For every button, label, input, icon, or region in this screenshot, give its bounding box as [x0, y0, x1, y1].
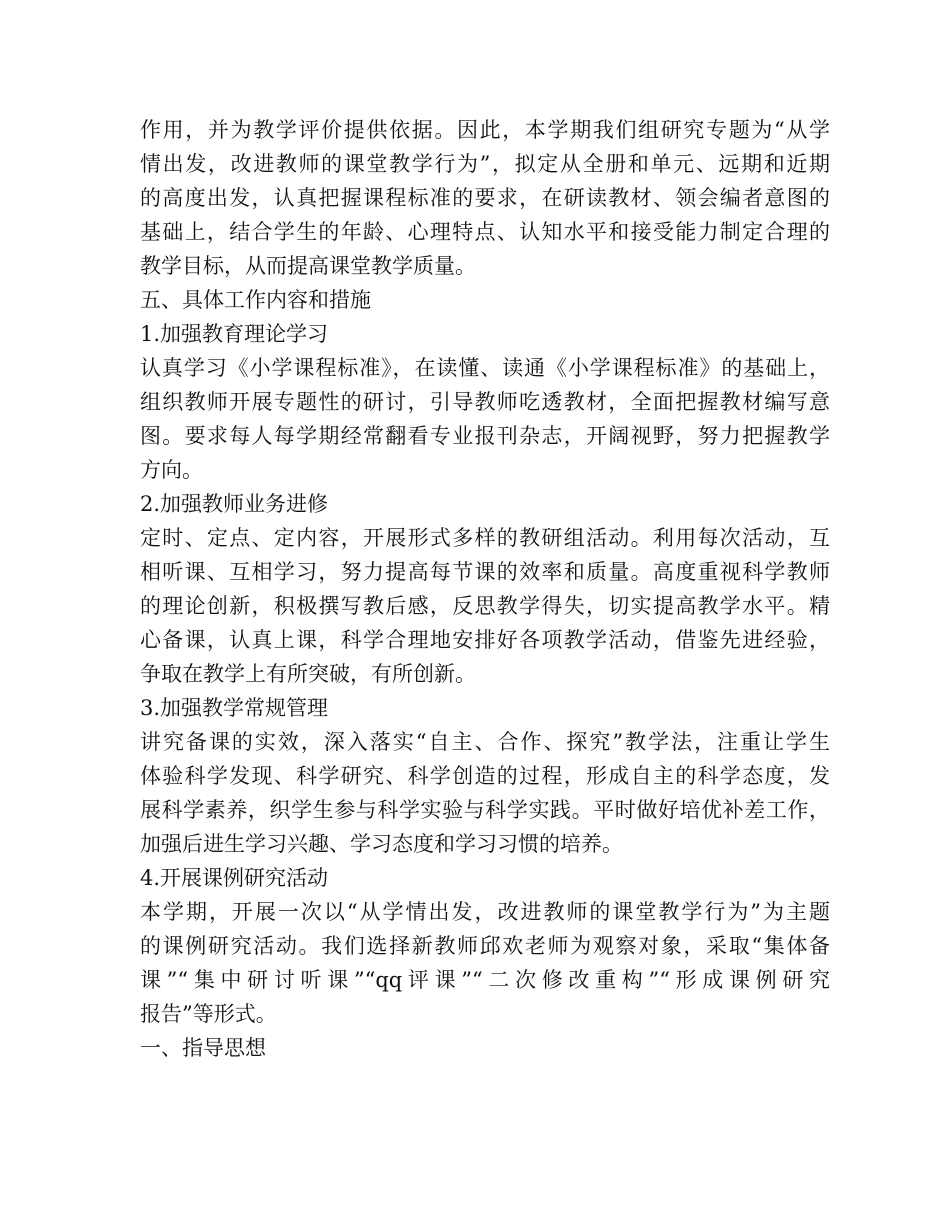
subsection-heading: 2.加强教师业务进修 [140, 492, 329, 516]
paragraph-line: 方向。 [140, 458, 203, 482]
paragraph-line: 讲究备课的实效，深入落实“自主、合作、探究”教学法，注重让学生 [140, 730, 830, 754]
paragraph-line: 情出发，改进教师的课堂教学行为”，拟定从全册和单元、远期和近期 [140, 152, 830, 176]
paragraph-line: 报告”等形式。 [140, 1002, 277, 1026]
paragraph-line: 的课例研究活动。我们选择新教师邱欢老师为观察对象，采取“集体备 [140, 934, 830, 958]
paragraph-line: 图。要求每人每学期经常翻看专业报刊杂志，开阔视野，努力把握教学 [140, 424, 830, 448]
paragraph-line: 本学期，开展一次以“从学情出发，改进教师的课堂教学行为”为主题 [140, 900, 830, 924]
paragraph-line: 加强后进生学习兴趣、学习态度和学习习惯的培养。 [140, 832, 623, 856]
paragraph-line: 的高度出发，认真把握课程标准的要求，在研读教材、领会编者意图的 [140, 186, 830, 210]
paragraph-line: 的理论创新，积极撰写教后感，反思教学得失，切实提高教学水平。精 [140, 594, 830, 618]
paragraph-line: 体验科学发现、科学研究、科学创造的过程，形成自主的科学态度，发 [140, 764, 830, 788]
paragraph-line: 认真学习《小学课程标准》，在读懂、读通《小学课程标准》的基础上， [140, 356, 830, 380]
section-heading: 五、具体工作内容和措施 [140, 288, 371, 312]
paragraph-line: 课”“集中研讨听课”“qq评课”“二次修改重构”“形成课例研究 [140, 968, 830, 992]
subsection-heading: 1.加强教育理论学习 [140, 322, 329, 346]
paragraph-line: 作用，并为教学评价提供依据。因此，本学期我们组研究专题为“从学 [140, 118, 830, 142]
section-heading: 一、指导思想 [140, 1036, 266, 1060]
paragraph-line: 心备课，认真上课，科学合理地安排好各项教学活动，借鉴先进经验， [140, 628, 830, 652]
paragraph-line: 基础上，结合学生的年龄、心理特点、认知水平和接受能力制定合理的 [140, 220, 830, 244]
paragraph-line: 教学目标，从而提高课堂教学质量。 [140, 254, 476, 278]
paragraph-line: 相听课、互相学习，努力提高每节课的效率和质量。高度重视科学教师 [140, 560, 830, 584]
subsection-heading: 3.加强教学常规管理 [140, 696, 329, 720]
document-body [140, 113, 830, 1065]
paragraph-line: 争取在教学上有所突破，有所创新。 [140, 662, 476, 686]
subsection-heading: 4.开展课例研究活动 [140, 866, 329, 890]
paragraph-line: 定时、定点、定内容，开展形式多样的教研组活动。利用每次活动，互 [140, 526, 830, 550]
paragraph-line: 展科学素养，织学生参与科学实验与科学实践。平时做好培优补差工作， [140, 798, 830, 822]
paragraph-line: 组织教师开展专题性的研讨，引导教师吃透教材，全面把握教材编写意 [140, 390, 830, 414]
